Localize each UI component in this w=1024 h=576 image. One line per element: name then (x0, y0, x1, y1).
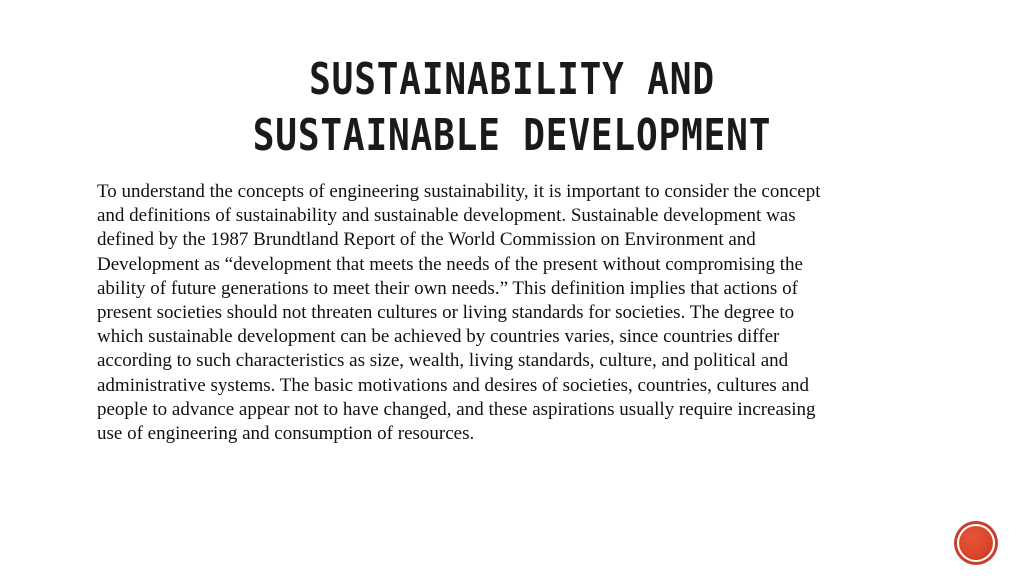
slide-body-text: To understand the concepts of engineering sustainability, it is important to consider the concept and definitions of sustainability and sustainable development. Sustainable development was defined by the 1987 Brundtland Report of the World Commission on Environment and Development as “development that meets the needs of the present without compromising the ability of future generations to meet their own needs.” This definition implies that actions of present societies should not threaten cultures or living standards for societies. The degree to which sustainable development can be achieved by countries varies, since countries differ according to such characteristics as size, wealth, living standards, culture, and political and administrative systems. The basic motivations and desires of societies, countries, cultures and people to advance appear not to have changed, and these aspirations usually require increasing use of engineering and consumption of resources. (97, 181, 821, 445)
slide-title: SUSTAINABILITY AND SUSTAINABLE DEVELOPMENT (252, 54, 772, 161)
slide-number-badge (957, 524, 995, 562)
